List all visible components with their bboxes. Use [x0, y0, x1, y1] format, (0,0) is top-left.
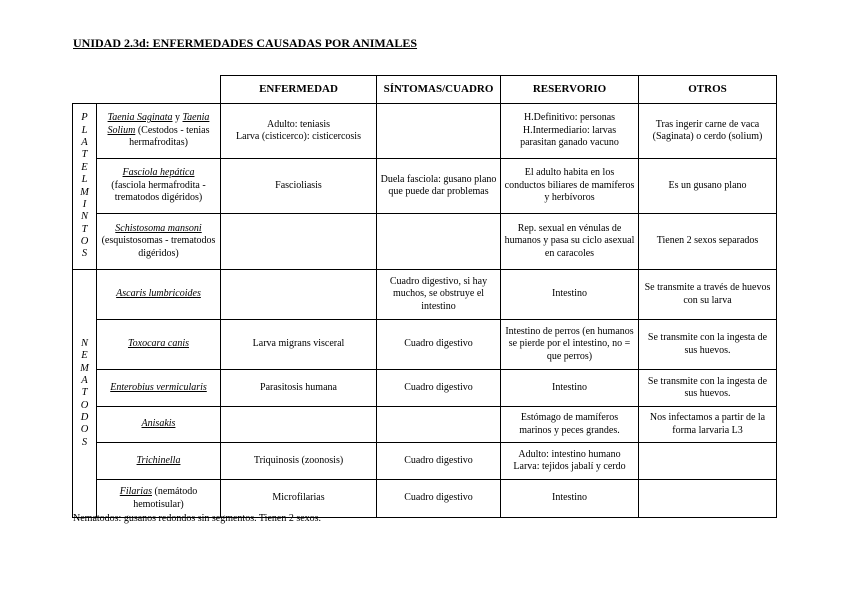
organism-cell — [97, 159, 221, 214]
group-letter: S — [81, 436, 88, 448]
enfermedad-cell: Fascioliasis — [221, 159, 377, 214]
sintomas-cell — [377, 214, 501, 270]
organism-name: Filarias — [119, 486, 152, 497]
organism-name: Anisakis — [141, 418, 176, 430]
group-letter: P — [81, 112, 88, 124]
group-nematodos — [73, 270, 97, 518]
reservorio-cell: Intestino — [501, 270, 639, 320]
organism-name: Schistosoma mansoni — [115, 222, 202, 234]
reservorio-cell: Rep. sexual en vénulas de humanos y pasa su ciclo asexual en caracoles — [501, 214, 639, 270]
otros-cell: Nos infectamos a partir de la forma larvaria L3 — [639, 407, 777, 443]
enfermedad-cell: Parasitosis humana — [221, 370, 377, 407]
reservorio-cell: Intestino — [501, 480, 639, 518]
otros-cell: Se transmite con la ingesta de sus huevos. — [639, 370, 777, 407]
header-blank — [73, 76, 221, 104]
group-letter: I — [82, 198, 87, 210]
header-reservorio: RESERVORIO — [501, 76, 639, 104]
enfermedad-cell: Larva migrans visceral — [221, 320, 377, 370]
group-label-platelmintos — [73, 112, 96, 261]
sintomas-cell: Duela fasciola: gusano plano que puede dar problemas — [377, 159, 501, 214]
otros-cell — [639, 480, 777, 518]
group-letter: E — [81, 350, 88, 362]
sintomas-cell — [377, 104, 501, 159]
group-letter: A — [81, 137, 88, 148]
organism-name: Taenia Saginata — [107, 112, 173, 124]
organism-name-2: Taenia Solium — [107, 112, 210, 136]
group-letter: T — [81, 387, 88, 399]
organism-desc: (Cestodos - tenias hermafroditas) — [129, 124, 210, 149]
organism-cell — [97, 407, 221, 443]
reservorio-cell: H.Definitivo: personas H.Intermediario: larvas parasitan ganado vacuno — [501, 104, 639, 159]
group-letter: A — [81, 374, 88, 386]
sintomas-cell: Cuadro digestivo — [377, 443, 501, 480]
page-title: UNIDAD 2.3d: ENFERMEDADES CAUSADAS POR ANIMALES — [73, 36, 418, 50]
organism-desc: (fasciola hermafrodita - trematodos digéridos) — [111, 179, 206, 204]
organism-name: Fasciola hepática — [122, 167, 195, 179]
enfermedad-cell — [221, 407, 377, 443]
enfermedad-cell: Triquinosis (zoonosis) — [221, 443, 377, 480]
enfermedad-cell: Adulto: teniasis Larva (cisticerco): cisticercosis — [221, 104, 377, 159]
group-letter: N — [80, 211, 88, 223]
sintomas-cell: Cuadro digestivo — [377, 370, 501, 407]
group-letter: S — [81, 248, 88, 260]
table-row — [73, 270, 777, 320]
group-letter: L — [81, 174, 88, 186]
group-letter: D — [80, 412, 89, 424]
header-sintomas: SÍNTOMAS/CUADRO — [377, 76, 501, 104]
sintomas-cell — [377, 407, 501, 443]
reservorio-cell: Adulto: intestino humano Larva: tejidos jabalí y cerdo — [501, 443, 639, 480]
group-letter: O — [80, 399, 89, 411]
reservorio-cell: Intestino — [501, 370, 639, 407]
group-letter: L — [81, 124, 88, 136]
reservorio-cell: El adulto habita en los conductos biliares de mamíferos y herbívoros — [501, 159, 639, 214]
sintomas-cell: Cuadro digestivo — [377, 320, 501, 370]
header-enfermedad: ENFERMEDAD — [221, 76, 377, 104]
otros-cell: Se transmite con la ingesta de sus huevos. — [639, 320, 777, 370]
organism-cell — [97, 320, 221, 370]
reservorio-cell: Intestino de perros (en humanos se pierde por el intestino, no = que perros) — [501, 320, 639, 370]
sintomas-cell: Cuadro digestivo, si hay muchos, se obstruye el intestino — [377, 270, 501, 320]
otros-cell: Es un gusano plano — [639, 159, 777, 214]
group-platelmintos — [73, 104, 97, 270]
header-otros: OTROS — [639, 76, 777, 104]
organism-cell — [97, 370, 221, 407]
organism-cell — [97, 270, 221, 320]
table-row — [73, 370, 777, 407]
table-row — [73, 407, 777, 443]
reservorio-cell: Estómago de mamíferos marinos y peces grandes. — [501, 407, 639, 443]
organism-cell — [97, 480, 221, 518]
otros-cell — [639, 443, 777, 480]
organism-cell — [97, 214, 221, 270]
organism-name: Enterobius vermicularis — [110, 381, 207, 393]
otros-cell: Se transmite a través de huevos con su larva — [639, 270, 777, 320]
table-body — [73, 104, 777, 518]
otros-cell: Tras ingerir carne de vaca (Saginata) o cerdo (solium) — [639, 104, 777, 159]
organism-desc: (nemátodo hemotisular) — [133, 486, 198, 510]
otros-cell: Tienen 2 sexos separados — [639, 214, 777, 270]
organism-name: Toxocara canis — [127, 338, 190, 350]
enfermedad-cell — [221, 270, 377, 320]
organism-desc: (esquistosomas - trematodos digéridos) — [101, 235, 216, 259]
table-row — [73, 214, 777, 270]
group-letter: T — [81, 223, 88, 235]
diseases-table — [72, 75, 777, 518]
footnote: Nematodos: gusanos redondos sin segmentos. Tienen 2 sexos. — [73, 513, 322, 524]
group-letter: N — [80, 337, 88, 349]
table-row — [73, 159, 777, 214]
organism-cell — [97, 443, 221, 480]
table-row — [73, 443, 777, 480]
organism-joiner: y — [172, 112, 183, 124]
table-row — [73, 480, 777, 518]
organism-cell — [97, 104, 221, 159]
group-letter: T — [81, 149, 88, 161]
group-letter: E — [81, 161, 88, 173]
enfermedad-cell: Microfilarias — [221, 480, 377, 518]
table-row — [73, 104, 777, 159]
group-letter: O — [80, 236, 89, 247]
group-letter: M — [80, 186, 89, 198]
table-row — [73, 320, 777, 370]
enfermedad-cell — [221, 214, 377, 270]
sintomas-cell: Cuadro digestivo — [377, 480, 501, 518]
group-letter: M — [80, 362, 89, 374]
organism-name: Trichinella — [136, 454, 181, 466]
group-label-nematodos — [73, 338, 96, 449]
header-row — [73, 76, 777, 104]
group-letter: O — [80, 424, 89, 436]
organism-name: Ascaris lumbricoides — [116, 288, 201, 300]
